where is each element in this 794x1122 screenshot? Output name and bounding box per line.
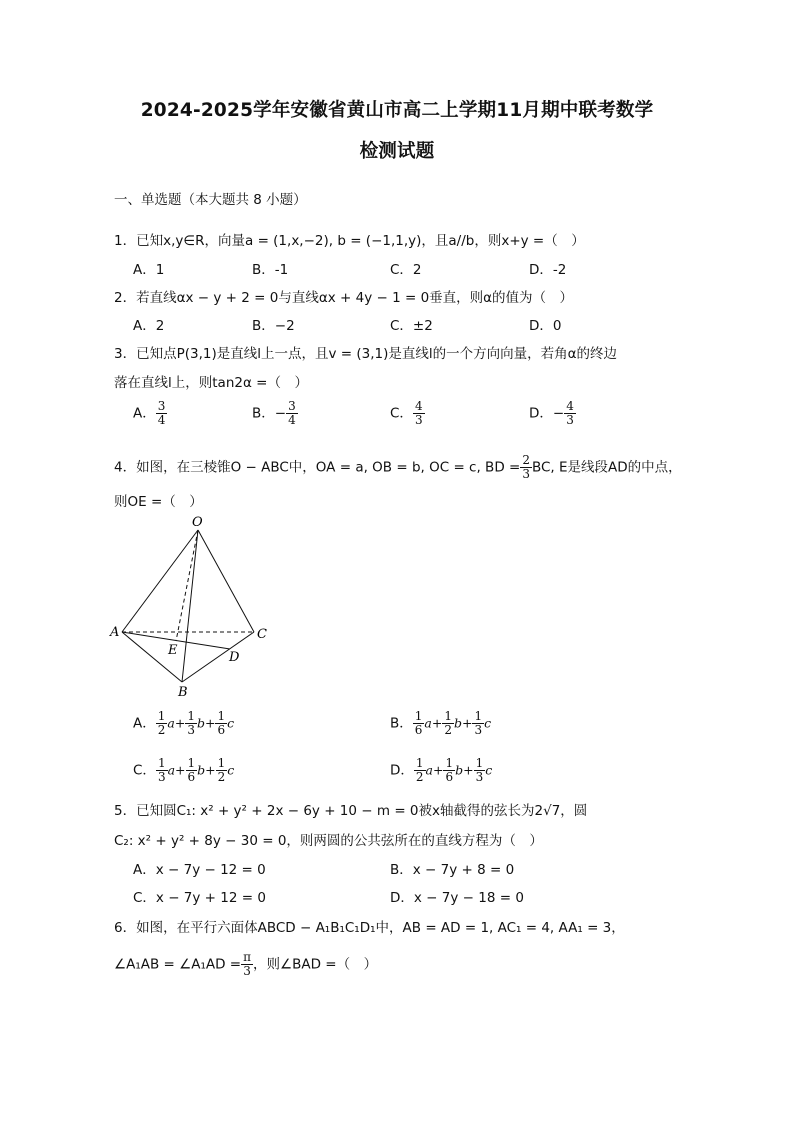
q6-stem-part1: ∠A₁AB = ∠A₁AD =: [114, 956, 242, 973]
plus-sign: +: [463, 762, 474, 778]
q2-option-b: B．−2: [252, 318, 295, 334]
q4-option-a: [133, 710, 234, 737]
vector-symbol: a: [425, 762, 433, 778]
vector-symbol: a: [167, 715, 175, 731]
coefficient-fraction: [414, 757, 426, 784]
question-3-stem-line1: 3．已知点P(3,1)是直线l上一点，且v = (3,1)是直线l的一个方向向量，若角α的终边: [114, 346, 618, 362]
plus-sign: +: [174, 715, 186, 731]
q3-option-d-fraction: [564, 400, 576, 427]
fraction-numerator: 1: [474, 709, 483, 723]
plus-sign: +: [431, 715, 443, 731]
fraction-denominator: 2: [415, 770, 424, 784]
edge-OC: [198, 530, 254, 632]
vertex-label-E: E: [168, 643, 178, 658]
q2-option-d: D．0: [529, 318, 562, 334]
q4-stem-part3: BC, E是线段AD的中点，: [531, 459, 682, 476]
vertex-label-B: B: [178, 685, 188, 700]
fraction-denominator: 2: [157, 723, 166, 737]
q3-option-d-label: D．: [529, 405, 553, 422]
edge-OB: [182, 530, 198, 682]
plus-sign: +: [433, 762, 444, 778]
exam-title-line2: 检测试题: [359, 141, 435, 162]
plus-sign: +: [205, 762, 216, 778]
fraction-numerator: π: [243, 950, 252, 964]
vector-symbol: c: [227, 715, 235, 731]
coefficient-fraction: [474, 757, 486, 784]
coefficient-fraction: [216, 757, 228, 784]
q4-option-a-label: A．: [133, 715, 156, 732]
q3-option-b: [252, 400, 298, 427]
question-5-stem-line2: C₂: x² + y² + 8y − 30 = 0，则两圆的公共弦所在的直线方程为（ ）: [114, 833, 543, 849]
q3-option-c-label: C．: [390, 405, 413, 422]
fraction-numerator: 1: [187, 756, 196, 770]
section-heading: 一、单选题（本大题共 8 小题）: [114, 192, 307, 208]
q4-stem-fraction: [520, 454, 532, 481]
q3-option-a-label: A．: [133, 405, 156, 422]
coefficient-fraction: [185, 710, 197, 737]
q1-option-c: C．2: [390, 262, 422, 278]
coefficient-fraction: [156, 710, 168, 737]
edge-OA: [122, 530, 198, 632]
coefficient-fraction: [442, 710, 454, 737]
question-4-stem-line1: [114, 454, 682, 481]
vector-symbol: c: [485, 762, 493, 778]
fraction-denominator: 3: [522, 467, 530, 481]
coefficient-fraction: [156, 757, 168, 784]
fraction-denominator: 3: [187, 723, 195, 737]
fraction-denominator: 3: [475, 770, 484, 784]
fraction-denominator: 3: [243, 964, 251, 978]
vector-symbol: c: [227, 762, 235, 778]
fraction-numerator: 1: [157, 709, 166, 723]
fraction-denominator: 6: [217, 723, 226, 737]
fraction-numerator: 1: [217, 709, 226, 723]
q3-option-d-sign: −: [552, 405, 565, 422]
q4-option-c: [133, 757, 234, 784]
fraction-denominator: 2: [217, 770, 226, 784]
q1-option-b: B．-1: [252, 262, 289, 278]
fraction-denominator: 6: [445, 770, 454, 784]
q4-option-b: [390, 710, 491, 737]
question-6-stem-line2: [114, 951, 377, 978]
q3-option-c-fraction: [413, 400, 425, 427]
coefficient-fraction: [443, 757, 455, 784]
q3-option-a: [133, 400, 167, 427]
q4-option-d: [390, 757, 492, 784]
fraction-denominator: 4: [157, 413, 166, 427]
fraction-numerator: 1: [444, 709, 452, 723]
q4-option-c-label: C．: [133, 762, 156, 779]
edge-OE-dashed: [176, 530, 198, 641]
fraction-numerator: 4: [414, 399, 423, 413]
q5-option-b: B．x − 7y + 8 = 0: [390, 862, 515, 878]
q5-option-a: A．x − 7y − 12 = 0: [133, 862, 266, 878]
fraction-denominator: 3: [566, 413, 574, 427]
fraction-denominator: 6: [187, 770, 196, 784]
question-5-stem-line1: 5．已知圆C₁: x² + y² + 2x − 6y + 10 − m = 0被x轴截得的弦长为2√7，圆: [114, 803, 588, 819]
question-2-stem: 2．若直线αx − y + 2 = 0与直线αx + 4y − 1 = 0垂直，则α的值为（ ）: [114, 290, 574, 306]
question-3-stem-line2: 落在直线l上，则tan2α =（ ）: [114, 375, 308, 391]
fraction-numerator: 1: [445, 756, 454, 770]
edge-BC: [182, 632, 254, 682]
fraction-denominator: 2: [444, 723, 452, 737]
q6-stem-fraction: [241, 951, 253, 978]
q5-option-c: C．x − 7y + 12 = 0: [133, 890, 266, 906]
q3-option-d: [529, 400, 576, 427]
fraction-numerator: 3: [288, 399, 296, 413]
vector-symbol: c: [484, 715, 492, 731]
q3-option-a-fraction: [156, 400, 168, 427]
vertex-label-C: C: [257, 627, 267, 642]
exam-title-line1: 2024-2025学年安徽省黄山市高二上学期11月期中联考数学: [140, 100, 654, 121]
fraction-denominator: 6: [414, 723, 423, 737]
q2-option-c: C．±2: [390, 318, 433, 334]
coefficient-fraction: [186, 757, 198, 784]
vertex-label-O: O: [192, 515, 203, 530]
q5-option-d: D．x − 7y − 18 = 0: [390, 890, 524, 906]
q3-option-b-sign: −: [274, 405, 287, 422]
question-1-stem: 1．已知x,y∈R，向量a = (1,x,−2), b = (−1,1,y)，且a//b，则x+y =（ ）: [114, 233, 585, 249]
vector-symbol: a: [424, 715, 432, 731]
q3-option-c: [390, 400, 425, 427]
q6-stem-part2: ，则∠BAD =（ ）: [253, 956, 378, 973]
q1-option-d: D．-2: [529, 262, 567, 278]
fraction-numerator: 2: [522, 453, 530, 467]
fraction-numerator: 1: [475, 756, 484, 770]
vector-symbol: b: [196, 715, 205, 731]
vector-symbol: b: [197, 762, 206, 778]
vector-symbol: b: [453, 715, 462, 731]
q4-stem-part1: 4．如图，在三棱锥O − ABC中，: [114, 459, 316, 476]
q1-option-a: A．1: [133, 262, 165, 278]
tetrahedron-figure: [108, 512, 288, 702]
fraction-numerator: 1: [217, 756, 226, 770]
plus-sign: +: [204, 715, 216, 731]
coefficient-fraction: [215, 710, 227, 737]
q3-option-b-label: B．: [252, 405, 275, 422]
q4-stem-part2: OA = a, OB = b, OC = c, BD =: [315, 459, 521, 476]
plus-sign: +: [462, 715, 473, 731]
fraction-denominator: 3: [414, 413, 423, 427]
vector-symbol: a: [167, 762, 176, 778]
coefficient-fraction: [472, 710, 484, 737]
fraction-numerator: 1: [187, 709, 195, 723]
fraction-numerator: 1: [415, 756, 424, 770]
question-6-stem-line1: 6．如图，在平行六面体ABCD − A₁B₁C₁D₁中，AB = AD = 1, AC₁ = 4, AA₁ = 3，: [114, 920, 625, 936]
q3-option-b-fraction: [286, 400, 298, 427]
question-4-stem-line2: 则OE =（ ）: [114, 494, 203, 510]
fraction-denominator: 4: [288, 413, 296, 427]
vertex-label-A: A: [110, 625, 120, 640]
coefficient-fraction: [413, 710, 425, 737]
q4-option-b-label: B．: [390, 715, 413, 732]
q4-option-d-label: D．: [390, 762, 414, 779]
fraction-numerator: 4: [566, 399, 574, 413]
fraction-denominator: 3: [474, 723, 483, 737]
fraction-numerator: 3: [157, 399, 166, 413]
plus-sign: +: [175, 762, 186, 778]
q2-option-a: A．2: [133, 318, 165, 334]
fraction-numerator: 1: [414, 709, 423, 723]
vertex-label-D: D: [229, 650, 240, 665]
fraction-numerator: 1: [157, 756, 166, 770]
fraction-denominator: 3: [157, 770, 166, 784]
vector-symbol: b: [455, 762, 464, 778]
